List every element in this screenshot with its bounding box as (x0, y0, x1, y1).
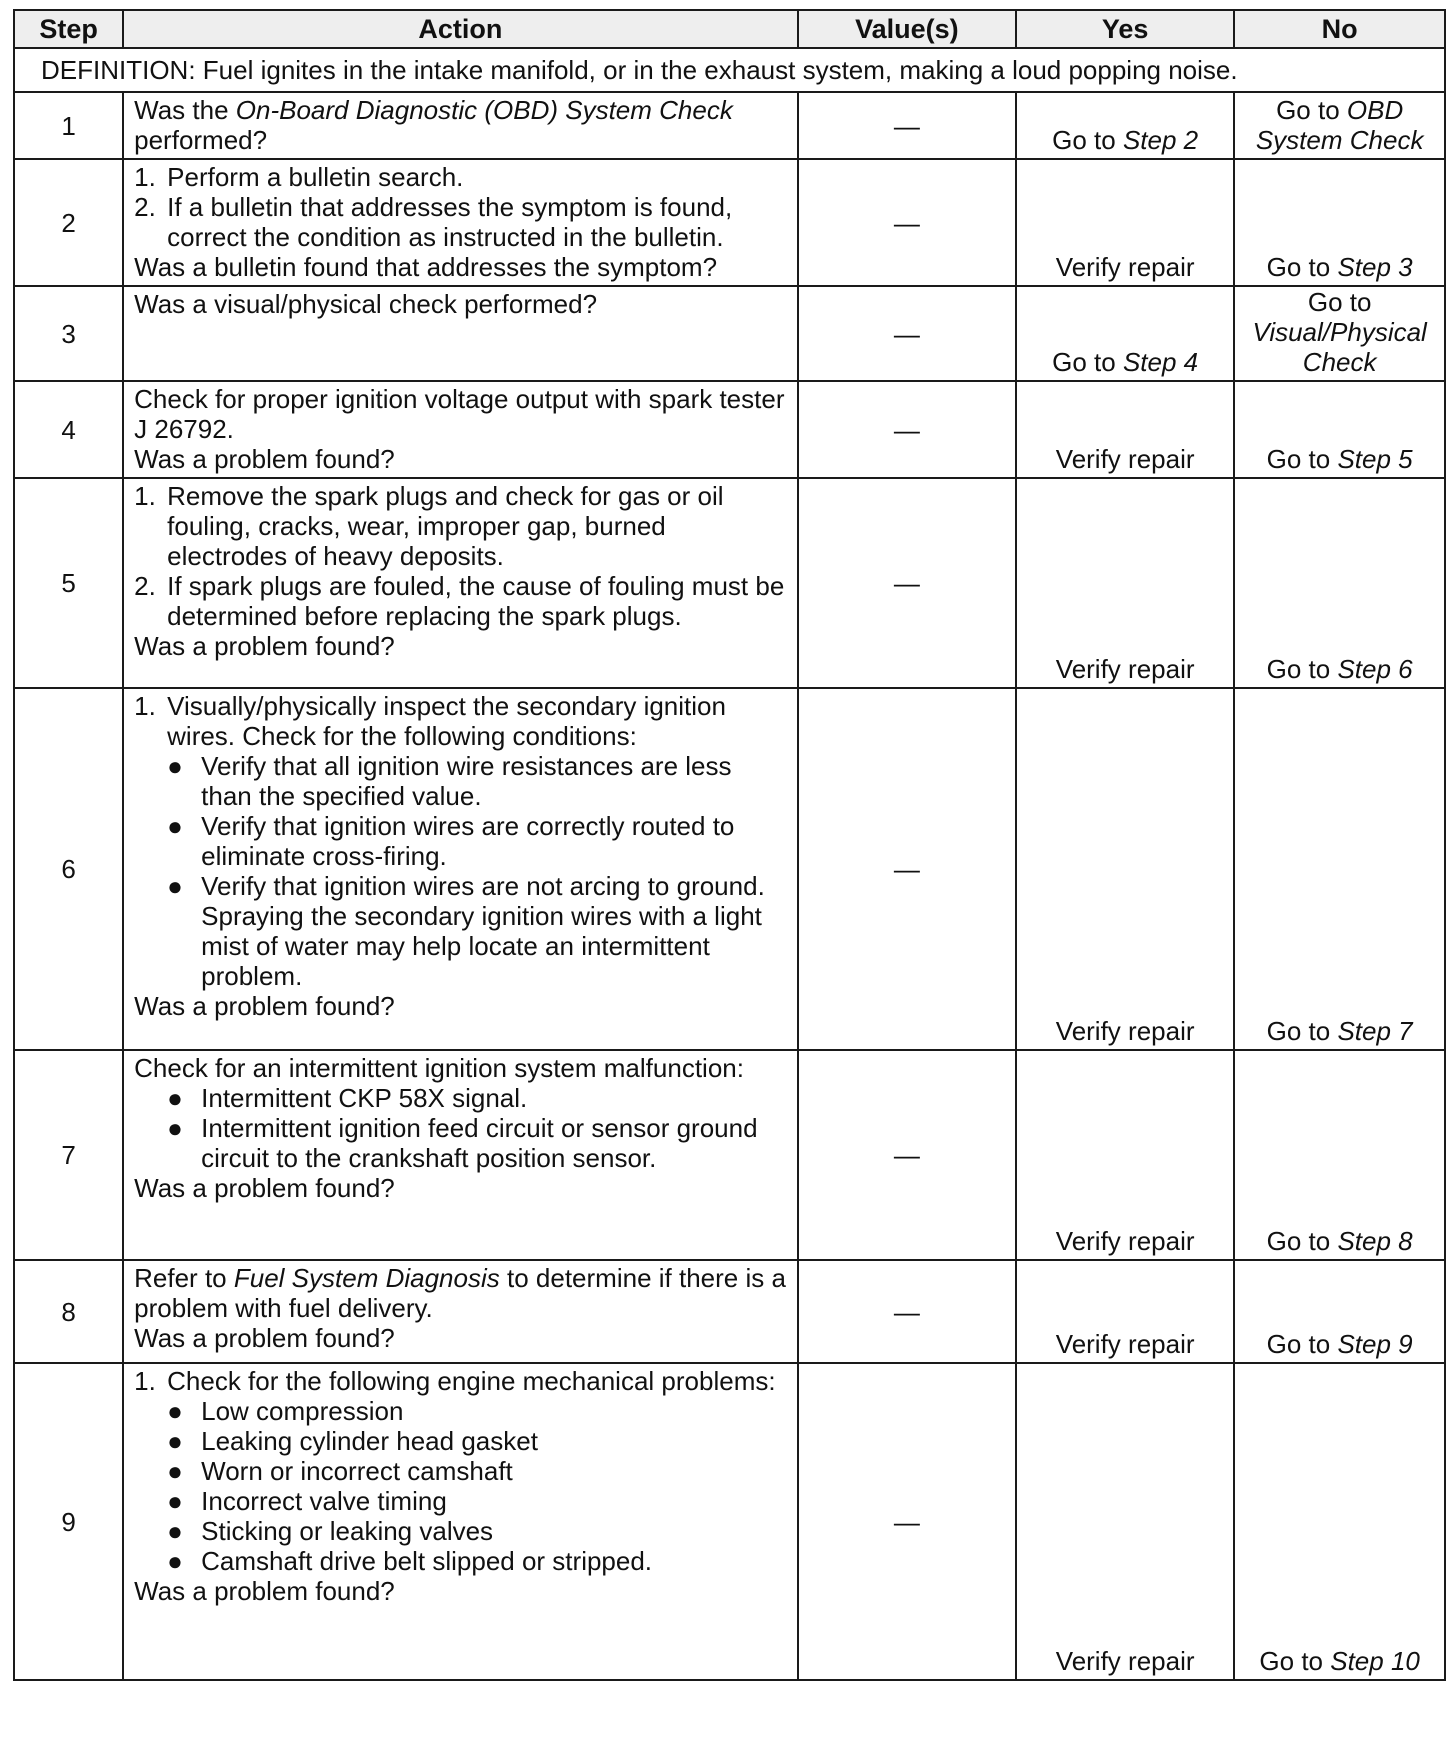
table-row (14, 1050, 1445, 1260)
numbered-item: 1. Remove the spark plugs and check for gas or oil fouling, cracks, wear, improper gap, burned electrodes of heavy deposits. (134, 481, 724, 571)
bullet-item: ● Leaking cylinder head gasket (167, 1426, 538, 1456)
procedure-reference: OBD (1346, 95, 1404, 125)
procedure-reference: Fuel System Diagnosis (233, 1263, 500, 1293)
header-row (14, 10, 1445, 48)
bullet-icon: ● (167, 811, 183, 841)
step-number: 1 (14, 92, 123, 159)
step-number: 2 (14, 159, 123, 286)
action-text: Was the (134, 95, 229, 125)
step-no: Go to Visual/Physical Check (1234, 286, 1445, 381)
numbered-item: 1. Visually/physically inspect the secondary ignition wires. Check for the following conditions: (134, 691, 726, 751)
step-action (123, 478, 798, 688)
step-yes: Verify repair (1016, 159, 1234, 286)
step-reference: Step 5 (1337, 444, 1413, 474)
numbered-item: 2. If a bulletin that addresses the symptom is found, correct the condition as instructed in the bulletin. (134, 192, 733, 252)
step-yes: Verify repair (1016, 1260, 1234, 1363)
diagnostic-table (13, 9, 1446, 1681)
step-yes: Go to Step 2 (1016, 92, 1234, 159)
numbered-item: 1. Perform a bulletin search. (134, 162, 464, 192)
step-number: 9 (14, 1363, 123, 1680)
step-action (123, 1050, 798, 1260)
step-no: Go to Step 6 (1234, 478, 1445, 688)
step-no: Go to Step 8 (1234, 1050, 1445, 1260)
procedure-reference: Check (1302, 347, 1377, 377)
bullet-icon: ● (167, 1516, 183, 1546)
step-reference: Step 4 (1122, 347, 1199, 377)
step-value: — (798, 286, 1016, 381)
step-value: — (798, 381, 1016, 478)
step-question: Was a problem found? (134, 1173, 395, 1203)
table-row (14, 286, 1445, 381)
action-text: Check for an intermittent ignition system malfunction: (134, 1053, 744, 1083)
bullet-icon: ● (167, 751, 183, 781)
step-yes: Verify repair (1016, 478, 1234, 688)
step-reference: Step 9 (1337, 1329, 1413, 1359)
step-action (123, 286, 798, 381)
step-reference: Step 2 (1122, 125, 1199, 155)
bullet-item: ● Sticking or leaking valves (167, 1516, 494, 1546)
procedure-reference: System Check (1255, 125, 1424, 155)
step-value: — (798, 1050, 1016, 1260)
step-number: 5 (14, 478, 123, 688)
step-yes: Verify repair (1016, 1363, 1234, 1680)
step-yes: Verify repair (1016, 1050, 1234, 1260)
step-question: Was a problem found? (134, 1576, 395, 1606)
table-row (14, 688, 1445, 1050)
step-number: 4 (14, 381, 123, 478)
bullet-icon: ● (167, 1426, 183, 1456)
bullet-item: ● Incorrect valve timing (167, 1486, 447, 1516)
step-question: Was a visual/physical check performed? (134, 289, 598, 319)
step-number: 8 (14, 1260, 123, 1363)
bullet-icon: ● (167, 1396, 183, 1426)
step-action (123, 92, 798, 159)
bullet-item: ● Camshaft drive belt slipped or stripped. (167, 1546, 653, 1576)
bullet-item: ● Worn or incorrect camshaft (167, 1456, 513, 1486)
bullet-item: ● Intermittent CKP 58X signal. (167, 1083, 528, 1113)
step-action (123, 1260, 798, 1363)
step-action (123, 688, 798, 1050)
table-row (14, 1260, 1445, 1363)
header-action: Action (123, 10, 798, 48)
step-yes: Verify repair (1016, 688, 1234, 1050)
table-row (14, 381, 1445, 478)
procedure-reference: Visual/Physical (1252, 317, 1427, 347)
bullet-icon: ● (167, 1546, 183, 1576)
header-no: No (1234, 10, 1445, 48)
bullet-item: ● Low compression (167, 1396, 404, 1426)
step-no: Go to Step 7 (1234, 688, 1445, 1050)
bullet-item: ● Intermittent ignition feed circuit or sensor ground circuit to the crankshaft position sensor. (167, 1113, 758, 1173)
step-yes: Go to Step 4 (1016, 286, 1234, 381)
step-reference: Step 7 (1337, 1016, 1413, 1046)
bullet-icon: ● (167, 1083, 183, 1113)
step-no: Go to Step 10 (1234, 1363, 1445, 1680)
step-reference: Step 6 (1337, 654, 1413, 684)
step-yes: Verify repair (1016, 381, 1234, 478)
procedure-reference: On-Board Diagnostic (OBD) System Check (235, 95, 733, 125)
step-reference: Step 10 (1330, 1646, 1420, 1676)
definition-row (14, 48, 1445, 92)
step-reference: Step 8 (1337, 1226, 1413, 1256)
action-text: performed? (134, 125, 268, 155)
bullet-icon: ● (167, 871, 183, 901)
bullet-item: ● Verify that ignition wires are not arcing to ground. Spraying the secondary ignition wires with a light mist of water may help locate an intermittent problem. (167, 871, 765, 991)
bullet-item: ● Verify that all ignition wire resistances are less than the specified value. (167, 751, 732, 811)
action-text: to determine if there is a problem with fuel delivery. (134, 1263, 786, 1323)
step-question: Was a problem found? (134, 991, 395, 1021)
step-question: Was a bulletin found that addresses the symptom? (134, 252, 718, 282)
step-number: 6 (14, 688, 123, 1050)
step-value: — (798, 688, 1016, 1050)
bullet-item: ● Verify that ignition wires are correctly routed to eliminate cross-firing. (167, 811, 735, 871)
action-text: Refer to (134, 1263, 227, 1293)
step-question: Was a problem found? (134, 444, 395, 474)
step-no: Go to OBD System Check (1234, 92, 1445, 159)
step-no: Go to Step 5 (1234, 381, 1445, 478)
step-action (123, 159, 798, 286)
step-number: 3 (14, 286, 123, 381)
step-value: — (798, 1363, 1016, 1680)
header-yes: Yes (1016, 10, 1234, 48)
header-step: Step (14, 10, 123, 48)
step-no: Go to Step 3 (1234, 159, 1445, 286)
step-value: — (798, 159, 1016, 286)
bullet-icon: ● (167, 1456, 183, 1486)
table-row (14, 159, 1445, 286)
step-value: — (798, 92, 1016, 159)
bullet-icon: ● (167, 1113, 183, 1143)
step-number: 7 (14, 1050, 123, 1260)
step-reference: Step 3 (1337, 252, 1413, 282)
step-value: — (798, 1260, 1016, 1363)
bullet-icon: ● (167, 1486, 183, 1516)
header-values: Value(s) (798, 10, 1016, 48)
step-no: Go to Step 9 (1234, 1260, 1445, 1363)
table-row (14, 1363, 1445, 1680)
step-action (123, 381, 798, 478)
step-value: — (798, 478, 1016, 688)
definition-text: DEFINITION: Fuel ignites in the intake manifold, or in the exhaust system, making a loud popping noise. (14, 48, 1445, 92)
table-row (14, 478, 1445, 688)
step-question: Was a problem found? (134, 631, 395, 661)
numbered-item: 1. Check for the following engine mechanical problems: (134, 1366, 776, 1396)
numbered-item: 2. If spark plugs are fouled, the cause of fouling must be determined before replacing the spark plugs. (134, 571, 785, 631)
action-text: Check for proper ignition voltage output with spark tester J 26792. (134, 384, 785, 444)
step-action (123, 1363, 798, 1680)
table-row (14, 92, 1445, 159)
step-question: Was a problem found? (134, 1323, 395, 1353)
